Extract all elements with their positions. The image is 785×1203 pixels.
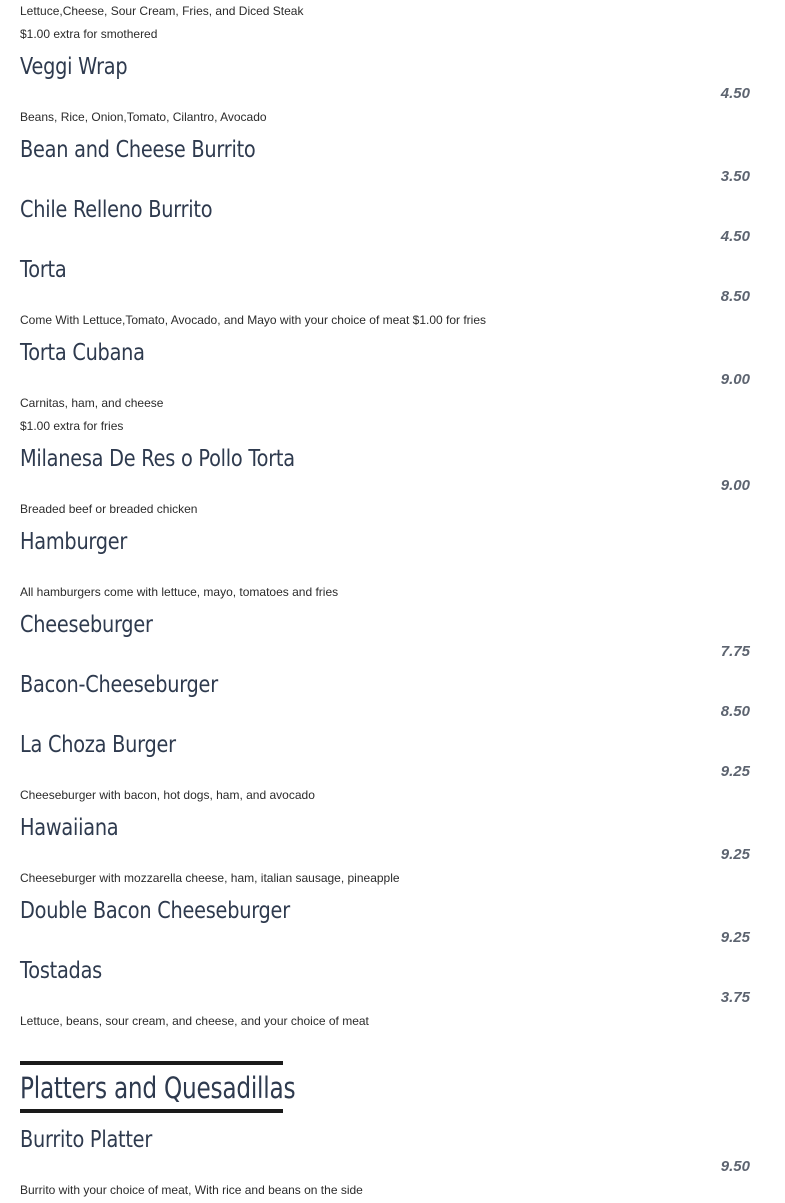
menu-item-price: 4.50 <box>720 228 750 245</box>
menu-item-price: 9.00 <box>720 477 750 494</box>
item-description: Burrito with your choice of meat, With rice and beans on the side <box>20 1183 363 1197</box>
menu-item-title: Bacon-Cheeseburger <box>20 672 218 698</box>
menu-item-price: 3.50 <box>720 168 750 185</box>
menu-item-title: Torta <box>20 257 67 283</box>
section-heading <box>20 1061 296 1113</box>
menu-item-price: 9.00 <box>720 371 750 388</box>
item-description: Lettuce, beans, sour cream, and cheese, and your choice of meat <box>20 1014 369 1028</box>
menu-item-price: 8.50 <box>720 703 750 720</box>
item-description: Lettuce,Cheese, Sour Cream, Fries, and Diced Steak <box>20 4 304 18</box>
menu-item-title: Hawaiiana <box>20 815 119 841</box>
menu-item-title: Hamburger <box>20 529 128 555</box>
item-description: Carnitas, ham, and cheese <box>20 396 164 410</box>
menu-item-price: 9.50 <box>720 1158 750 1175</box>
menu-item-title: Double Bacon Cheeseburger <box>20 898 290 924</box>
item-description: Cheeseburger with mozzarella cheese, ham, italian sausage, pineapple <box>20 871 400 885</box>
menu-item-title: Chile Relleno Burrito <box>20 197 213 223</box>
menu-item-title: Bean and Cheese Burrito <box>20 137 256 163</box>
menu-item-title: Burrito Platter <box>20 1127 153 1153</box>
item-description: Come With Lettuce,Tomato, Avocado, and Mayo with your choice of meat $1.00 for fries <box>20 313 487 327</box>
menu-item-price: 9.25 <box>720 763 750 780</box>
menu-item-price: 4.50 <box>720 85 750 102</box>
item-description: $1.00 extra for fries <box>20 419 124 433</box>
menu-item-title: La Choza Burger <box>20 732 176 758</box>
item-description: Cheeseburger with bacon, hot dogs, ham, and avocado <box>20 788 315 802</box>
menu-item-title: Veggi Wrap <box>20 54 128 80</box>
menu-item-price: 9.25 <box>720 846 750 863</box>
menu-item-price: 8.50 <box>720 288 750 305</box>
menu-item-price: 9.25 <box>720 929 750 946</box>
menu-item-title: Tostadas <box>20 958 102 984</box>
menu-item-title: Torta Cubana <box>20 340 145 366</box>
item-description: Beans, Rice, Onion,Tomato, Cilantro, Avocado <box>20 110 267 124</box>
item-description: $1.00 extra for smothered <box>20 27 158 41</box>
menu-item-price: 3.75 <box>720 989 750 1006</box>
section-title: Platters and Quesadillas <box>20 1071 296 1105</box>
item-description: All hamburgers come with lettuce, mayo, tomatoes and fries <box>20 585 339 599</box>
item-description: Breaded beef or breaded chicken <box>20 502 198 516</box>
menu-item-price: 7.75 <box>720 643 750 660</box>
menu-item-title: Cheeseburger <box>20 612 153 638</box>
menu-item-title: Milanesa De Res o Pollo Torta <box>20 446 295 472</box>
